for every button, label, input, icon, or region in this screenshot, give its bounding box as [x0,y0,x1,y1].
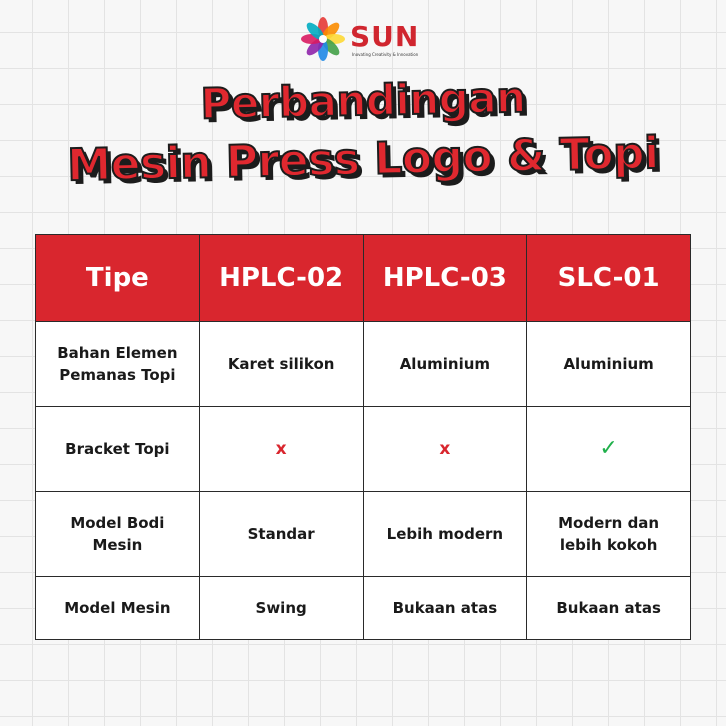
table-cell [199,577,363,640]
cell-text: Modern dan [558,514,660,532]
cell-text: Standar [247,525,315,543]
cross-icon: x [275,439,287,459]
cross-icon: x [439,439,451,459]
brand-name: SUN [350,20,420,53]
title-line-2: Mesin Press Logo & Topi [66,127,660,192]
table-row [36,577,691,640]
table-cell [199,407,363,492]
row-label-line: Mesin [92,536,143,554]
page-title [0,72,726,190]
table-cell [363,577,527,640]
cell-text: Swing [255,599,307,617]
flower-logo-icon [300,16,346,62]
header-cell-hplc-03: HPLC-03 [363,235,527,322]
row-label-bracket [36,407,200,492]
table-cell [527,577,691,640]
table-cell [363,322,527,407]
row-label-line: Model Bodi [70,514,165,532]
table-header-row [36,235,691,322]
row-label-line: Bracket Topi [65,440,170,458]
row-label-line: Model Mesin [64,599,171,617]
table-row [36,492,691,577]
table-cell [199,492,363,577]
cell-text: lebih kokoh [559,536,658,554]
table-cell [363,492,527,577]
cell-text: Lebih modern [386,525,504,543]
brand-logo [300,14,430,64]
table-row [36,322,691,407]
header-cell-type: Tipe [36,235,200,322]
cell-text: Karet silikon [227,355,335,373]
row-label-line: Bahan Elemen [57,344,178,362]
title-line-1: Perbandingan [200,72,526,129]
logo-center [319,35,327,43]
cell-text: Aluminium [399,355,491,373]
table-cell [527,407,691,492]
cell-text: Bukaan atas [556,599,661,617]
brand-tagline: Inovating Creativity & Innovation [352,52,419,57]
comparison-table [35,234,691,640]
row-label-body-model [36,492,200,577]
table-cell [527,492,691,577]
row-label-heating-element [36,322,200,407]
checkmark-icon: ✓ [599,435,618,461]
cell-text: Aluminium [563,355,654,373]
table-row [36,407,691,492]
row-label-line: Pemanas Topi [59,366,176,384]
header-cell-hplc-02: HPLC-02 [199,235,363,322]
row-label-machine-model [36,577,200,640]
table-cell [527,322,691,407]
cell-text: Bukaan atas [392,599,498,617]
table-cell [363,407,527,492]
table-cell [199,322,363,407]
header-cell-slc-01: SLC-01 [527,235,691,322]
